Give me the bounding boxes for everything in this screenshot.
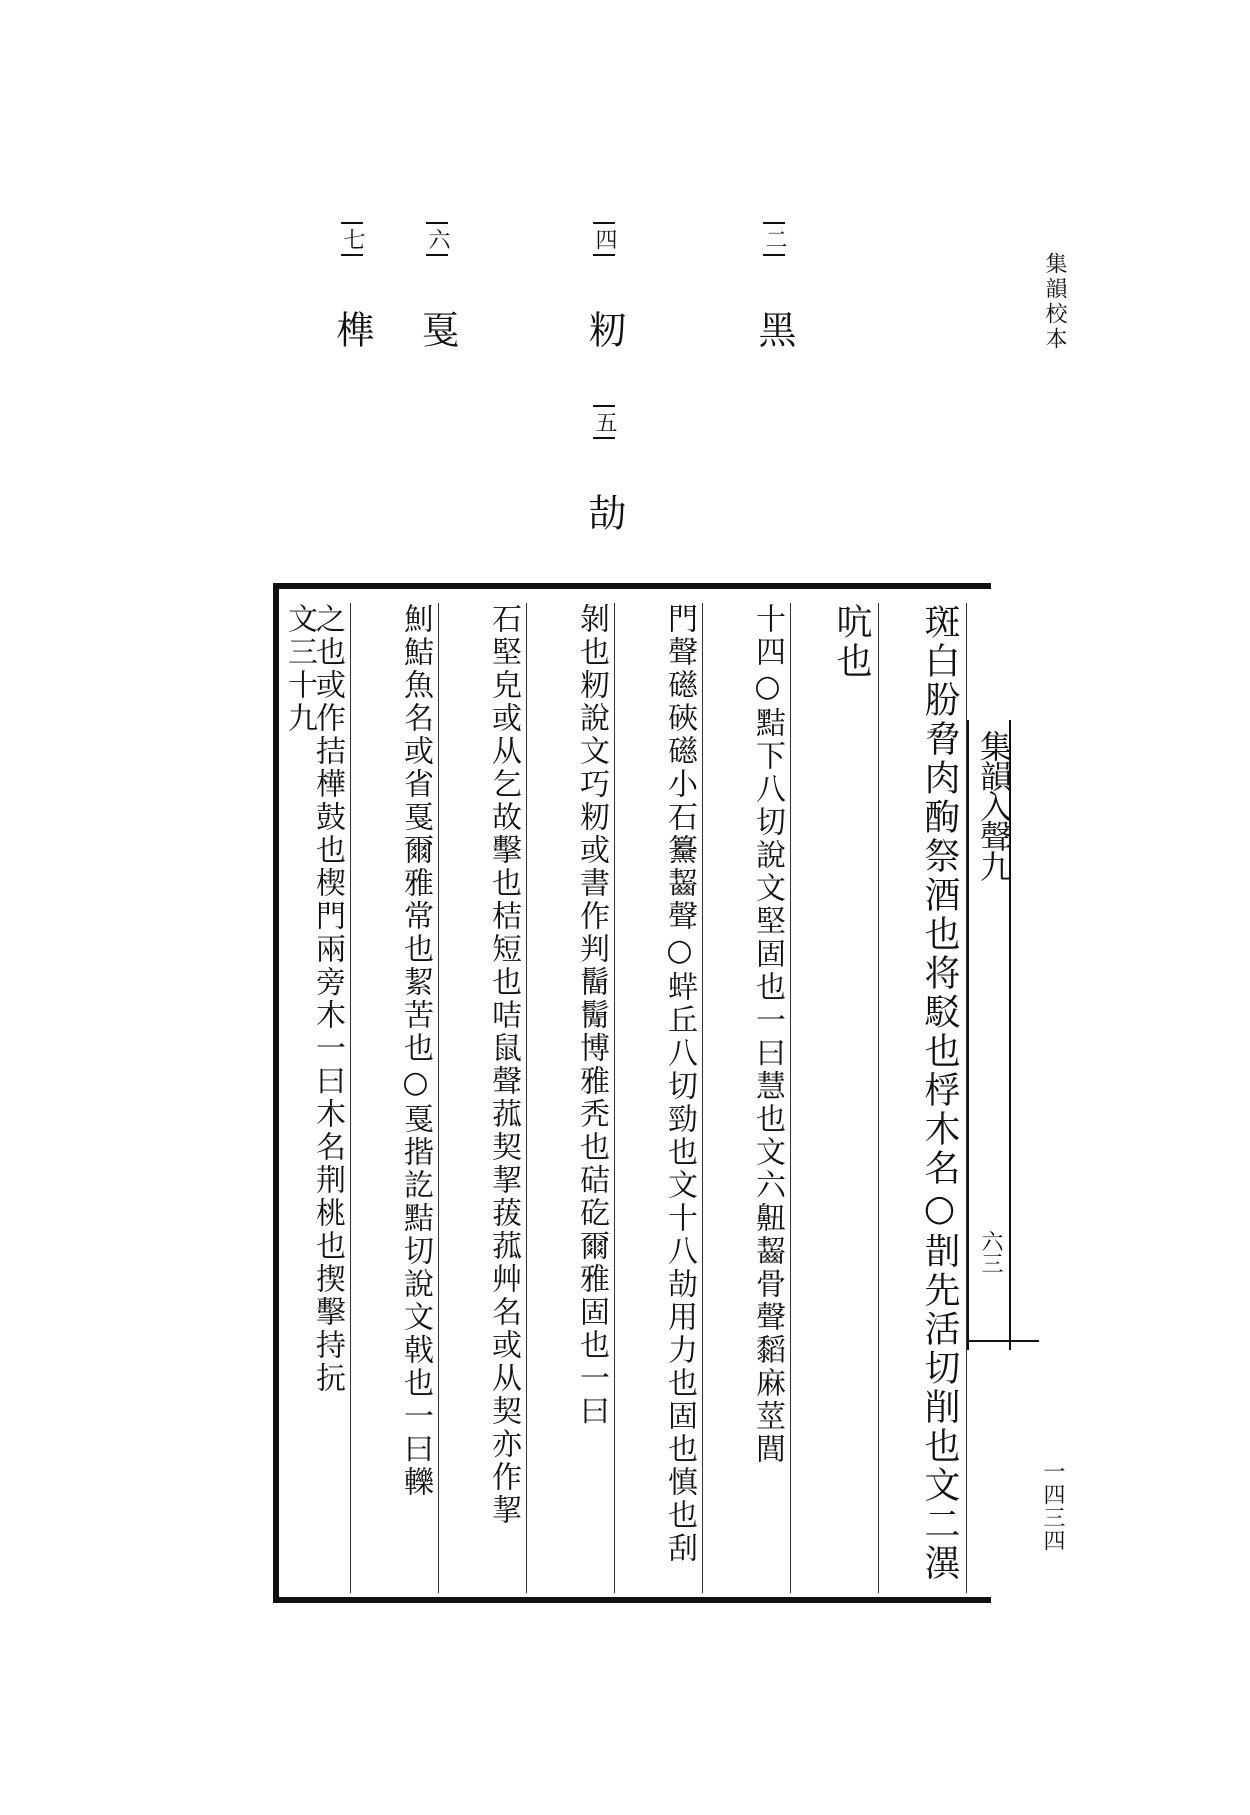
collation-note-7: [330, 222, 374, 348]
collation-note-6: [415, 222, 459, 348]
note-text: 榫: [330, 310, 374, 348]
column-text: 剝也籾說文巧籾或書作判鬝鬜博雅秃也硈矻爾雅固也一曰: [574, 603, 609, 1428]
column-text: 十四○黠下八切說文堅固也一曰慧也文六䶊齧骨聲䵚麻莖閭: [750, 603, 785, 1466]
center-banner: [967, 720, 1011, 1350]
column-text: 魝鮚魚名或省戛爾雅常也絜苦也○戛揩訖黠切說文戟也一曰轢: [398, 603, 433, 1499]
collation-note-2: [752, 222, 796, 348]
column-text: 斑白肦脅肉䣱祭酒也将駁也桴木名○剒先活切削也文二潩: [919, 603, 960, 1583]
collation-note-4: [582, 222, 626, 348]
page-number: 一四三四: [1040, 1460, 1065, 1552]
text-column-6: [438, 603, 527, 1593]
text-column-5: [526, 603, 615, 1593]
banner-title: 集韻入聲九: [975, 730, 1013, 880]
banner-rule: [969, 1340, 1039, 1342]
note-marker: 六: [426, 222, 448, 256]
text-column-7: [350, 603, 439, 1593]
column-text: 石堅皃或从乞故擊也桔短也咭鼠聲菰契挈菝菰艸名或从契亦作挈: [486, 603, 521, 1527]
text-column-2: [790, 603, 879, 1593]
note-text: 劼: [582, 493, 626, 531]
text-column-4: [614, 603, 703, 1593]
text-column-3: [702, 603, 791, 1593]
note-marker: 五: [593, 405, 615, 439]
note-marker: 七: [341, 222, 363, 256]
column-text: 之也或作拮樺鼓也楔門兩旁木一曰木名荆桃也揳擊持抏: [310, 603, 345, 1395]
note-marker: 四: [593, 222, 615, 256]
column-text: 文三十九: [282, 603, 317, 735]
note-text: 黑: [752, 310, 796, 348]
text-column-1: [878, 603, 967, 1593]
banner-folio: 六三: [978, 1230, 1003, 1274]
text-column-9: [278, 603, 317, 1593]
column-text: 門聲礠硤礠小石䵵齧聲○䖹丘八切勁也文十八劼用力也固也慎也刮: [662, 603, 697, 1565]
collation-note-5: [582, 405, 626, 531]
note-text: 籾: [582, 310, 626, 348]
column-text: 吭也: [831, 603, 872, 681]
text-column-8: [286, 603, 351, 1593]
running-title: 集韻校本: [1042, 252, 1067, 352]
note-marker: 二: [763, 222, 785, 256]
note-text: 戛: [415, 310, 459, 348]
